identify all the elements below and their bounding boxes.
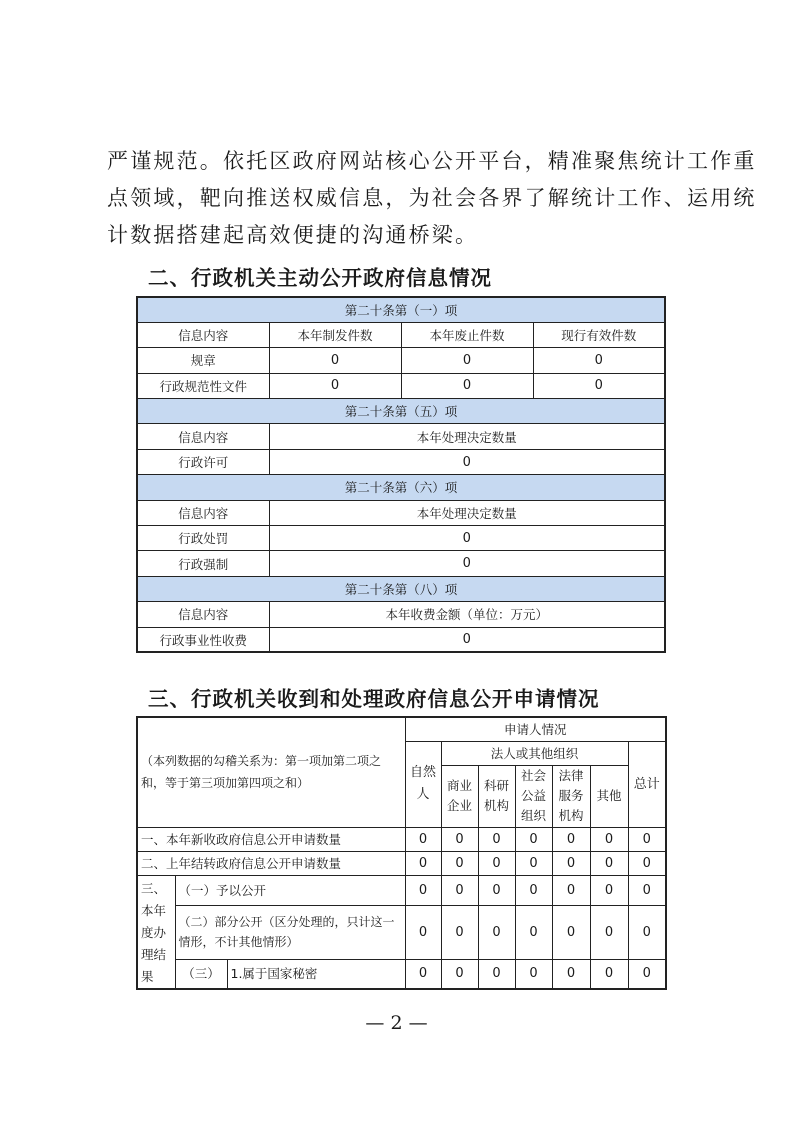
- table-row: [137, 449, 665, 474]
- cell-value: 0: [269, 627, 665, 652]
- section-heading-row: [137, 297, 665, 322]
- paragraph-line: 严谨规范。依托区政府网站核心公开平台，精准聚焦统计工作重: [107, 149, 757, 173]
- section-heading-row: [137, 576, 665, 601]
- cell-value: 0: [478, 875, 515, 905]
- cell-value: 0: [269, 551, 665, 576]
- cell-value: 0: [405, 851, 441, 875]
- result-group-label: 三、本年度办理结果: [137, 875, 175, 989]
- relation-note: （本列数据的勾稽关系为：第一项加第二项之和，等于第三项加第四项之和）: [137, 717, 405, 827]
- paragraph-line: 点领域，靶向推送权威信息，为社会各界了解统计工作、运用统: [107, 186, 757, 210]
- cell-value: 0: [552, 875, 590, 905]
- cell-value: 0: [401, 373, 533, 398]
- cell-value: 0: [269, 449, 665, 474]
- cell-value: 0: [628, 851, 666, 875]
- cell-value: 0: [401, 348, 533, 373]
- cell-value: 0: [515, 905, 552, 959]
- column-header-row: [137, 322, 665, 347]
- table-row: [137, 627, 665, 652]
- org-column-header: 社会公益组织: [515, 765, 552, 827]
- cell-value: 0: [441, 827, 478, 851]
- row-label: 行政规范性文件: [137, 373, 269, 398]
- table-row: [137, 905, 666, 959]
- sub-group-label: （三）: [175, 959, 227, 988]
- table-row: [137, 875, 666, 905]
- proactive-disclosure-table: [136, 296, 666, 653]
- paragraph-line: 计数据搭建起高效便捷的沟通桥梁。: [107, 223, 479, 247]
- cell-value: 0: [628, 875, 666, 905]
- column-header: 本年制发件数: [269, 322, 401, 347]
- cell-value: 0: [441, 875, 478, 905]
- total-header: 总计: [628, 741, 666, 827]
- cell-value: 0: [515, 851, 552, 875]
- column-header: 本年处理决定数量: [269, 500, 665, 525]
- row-label: 二、上年结转政府信息公开申请数量: [137, 851, 405, 875]
- cell-value: 0: [552, 905, 590, 959]
- cell-value: 0: [628, 959, 666, 988]
- natural-person-header: 自然人: [405, 741, 441, 827]
- cell-value: 0: [533, 348, 665, 373]
- cell-value: 0: [405, 875, 441, 905]
- cell-value: 0: [441, 959, 478, 988]
- block-heading: 第二十条第（八）项: [137, 576, 665, 601]
- column-header-row: [137, 424, 665, 449]
- cell-value: 0: [628, 827, 666, 851]
- column-header: 本年废止件数: [401, 322, 533, 347]
- table-row: [137, 851, 666, 875]
- row-label: 行政强制: [137, 551, 269, 576]
- table-row: [137, 373, 665, 398]
- row-label: （一）予以公开: [175, 875, 405, 905]
- table-row: [137, 827, 666, 851]
- application-handling-table: [136, 716, 667, 990]
- applicant-header: 申请人情况: [405, 717, 666, 741]
- cell-value: 0: [590, 905, 628, 959]
- page-number: — 2 —: [365, 1012, 428, 1034]
- cell-value: 0: [590, 875, 628, 905]
- cell-value: 0: [552, 851, 590, 875]
- cell-value: 0: [405, 959, 441, 988]
- cell-value: 0: [515, 875, 552, 905]
- block-heading: 第二十条第（一）项: [137, 297, 665, 322]
- row-label: 规章: [137, 348, 269, 373]
- body-paragraph: [107, 143, 757, 254]
- cell-value: 0: [515, 959, 552, 988]
- row-label: 1.属于国家秘密: [227, 959, 405, 988]
- org-column-header: 法律服务机构: [552, 765, 590, 827]
- row-label: 行政处罚: [137, 526, 269, 551]
- section-heading-row: [137, 399, 665, 424]
- cell-value: 0: [441, 905, 478, 959]
- column-header: 本年收费金额（单位：万元）: [269, 602, 665, 627]
- column-header: 信息内容: [137, 602, 269, 627]
- cell-value: 0: [478, 827, 515, 851]
- cell-value: 0: [515, 827, 552, 851]
- table-row: [137, 348, 665, 373]
- block-heading: 第二十条第（五）项: [137, 399, 665, 424]
- column-header-row: [137, 602, 665, 627]
- org-column-header: 其他: [590, 765, 628, 827]
- table-row: [137, 959, 666, 988]
- row-label: 行政许可: [137, 449, 269, 474]
- cell-value: 0: [405, 827, 441, 851]
- section2-title: 二、行政机关主动公开政府信息情况: [148, 266, 492, 290]
- cell-value: 0: [478, 851, 515, 875]
- column-header: 信息内容: [137, 500, 269, 525]
- cell-value: 0: [269, 526, 665, 551]
- column-header-row: [137, 500, 665, 525]
- column-header: 现行有效件数: [533, 322, 665, 347]
- cell-value: 0: [478, 959, 515, 988]
- section3-title: 三、行政机关收到和处理政府信息公开申请情况: [148, 687, 600, 711]
- cell-value: 0: [590, 959, 628, 988]
- cell-value: 0: [441, 851, 478, 875]
- org-column-header: 商业企业: [441, 765, 478, 827]
- cell-value: 0: [405, 905, 441, 959]
- cell-value: 0: [628, 905, 666, 959]
- block-heading: 第二十条第（六）项: [137, 475, 665, 500]
- column-header: 信息内容: [137, 322, 269, 347]
- row-label: （二）部分公开（区分处理的，只计这一情形，不计其他情形）: [175, 905, 405, 959]
- column-header: 本年处理决定数量: [269, 424, 665, 449]
- row-label: 一、本年新收政府信息公开申请数量: [137, 827, 405, 851]
- cell-value: 0: [590, 851, 628, 875]
- column-header: 信息内容: [137, 424, 269, 449]
- section-heading-row: [137, 475, 665, 500]
- cell-value: 0: [552, 959, 590, 988]
- table-row: [137, 526, 665, 551]
- org-column-header: 科研机构: [478, 765, 515, 827]
- cell-value: 0: [478, 905, 515, 959]
- org-header: 法人或其他组织: [441, 741, 628, 765]
- table-row: [137, 551, 665, 576]
- cell-value: 0: [552, 827, 590, 851]
- cell-value: 0: [590, 827, 628, 851]
- row-label: 行政事业性收费: [137, 627, 269, 652]
- cell-value: 0: [269, 373, 401, 398]
- cell-value: 0: [533, 373, 665, 398]
- cell-value: 0: [269, 348, 401, 373]
